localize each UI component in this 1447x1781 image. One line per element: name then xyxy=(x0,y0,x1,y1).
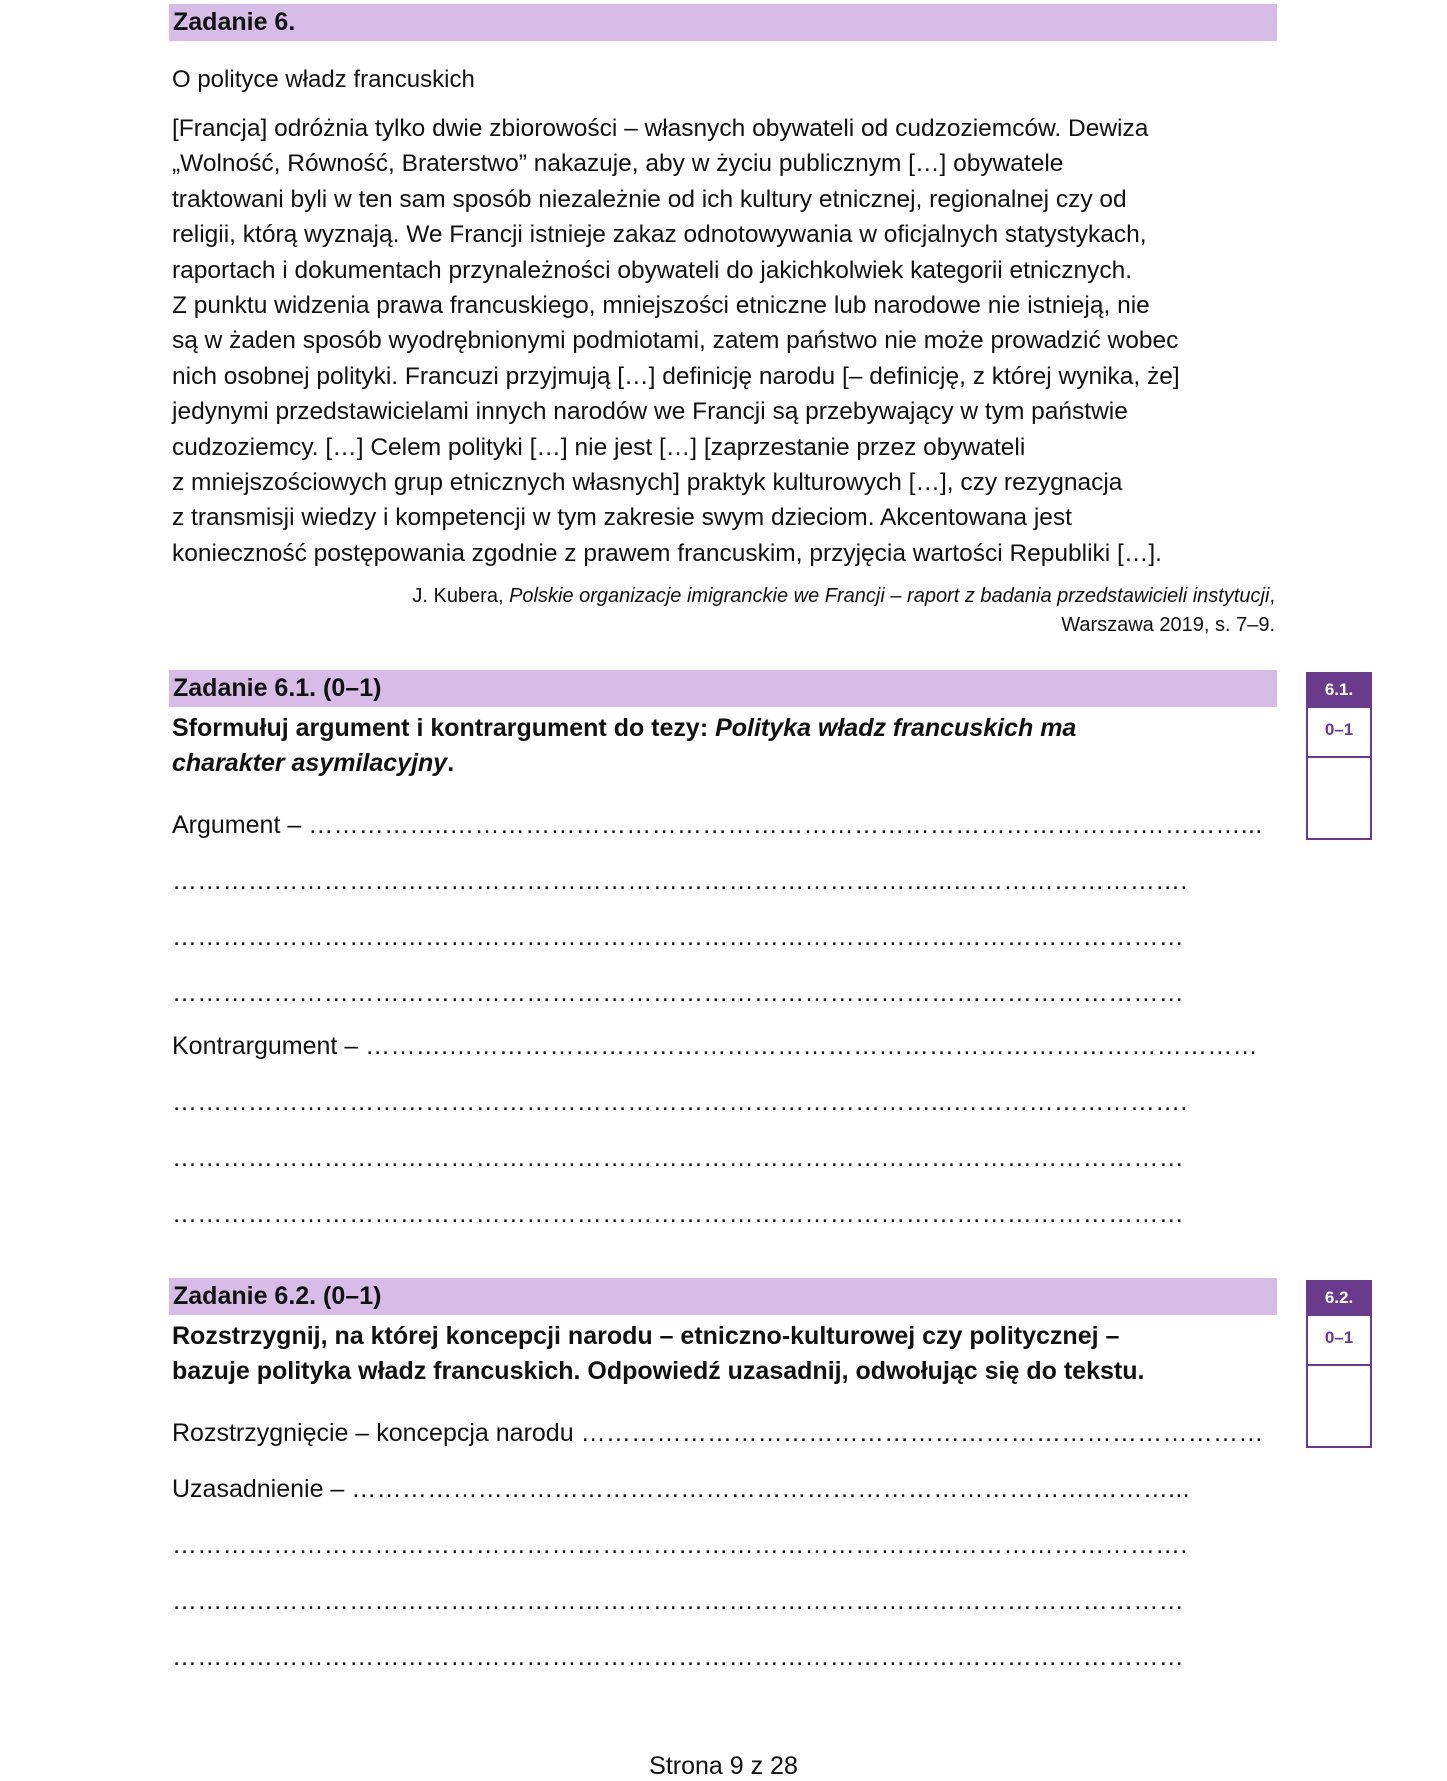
score-box-range: 0–1 xyxy=(1306,1316,1372,1366)
command-line: Rozstrzygnij, na której koncepcji narodu – etniczno-kulturowej czy politycznej – xyxy=(172,1322,1120,1350)
source-line: „Wolność, Równość, Braterstwo” nakazuje, aby w życiu publicznym […] obywatele xyxy=(172,150,1064,178)
task-6-1-header: Zadanie 6.1. (0–1) xyxy=(169,670,1277,707)
citation-place-year: Warszawa 2019, s. 7–9. xyxy=(1061,614,1275,636)
score-box-number: 6.1. xyxy=(1306,672,1372,708)
answer-line[interactable]: ………………………………………………………………………………………………………… xyxy=(172,1643,1184,1671)
citation-work: Polskie organizacje imigranckie we Francji – raport z badania przedstawicieli instytucji xyxy=(509,585,1270,607)
score-box-6-1 xyxy=(1306,672,1372,840)
source-line: religii, którą wyznają. We Francji istnieje zakaz odnotowywania w oficjalnych statystykach, xyxy=(172,221,1147,249)
source-line: są w żaden sposób wyodrębnionymi podmiotami, zatem państwo nie może prowadzić wobec xyxy=(172,327,1179,355)
score-box-blank[interactable] xyxy=(1306,758,1372,840)
source-line: raportach i dokumentach przynależności obywateli do jakichkolwiek kategorii etnicznych. xyxy=(172,256,1133,284)
citation-author: J. Kubera, xyxy=(412,585,504,607)
argument-label: Argument – xyxy=(172,811,309,839)
command-period: . xyxy=(447,749,455,777)
source-line: jedynymi przedstawicielami innych narodów we Francji są przebywający w tym państwie xyxy=(172,398,1128,426)
score-box-6-2 xyxy=(1306,1280,1372,1448)
score-box-blank[interactable] xyxy=(1306,1366,1372,1448)
justification-label: Uzasadnienie – xyxy=(172,1475,352,1503)
source-line: z transmisji wiedzy i kompetencji w tym zakresie swym dzieciom. Akcentowana jest xyxy=(172,504,1072,532)
decision-answer-line[interactable]: Rozstrzygnięcie – koncepcja narodu ……………………………………………………………………… xyxy=(172,1419,1264,1447)
source-line: cudzoziemcy. […] Celem polityki […] nie jest […] [zaprzestanie przez obywateli xyxy=(172,433,1026,461)
source-line: traktowani byli w ten sam sposób niezależnie od ich kultury etnicznej, regionalnej czy od xyxy=(172,185,1127,213)
counterargument-label: Kontrargument – xyxy=(172,1032,366,1060)
score-box-number: 6.2. xyxy=(1306,1280,1372,1316)
command-line: bazuje polityka władz francuskich. Odpowiedź uzasadnij, odwołując się do tekstu. xyxy=(172,1357,1145,1385)
source-text xyxy=(172,111,1284,571)
command-thesis-end: charakter asymilacyjny xyxy=(172,749,448,777)
source-citation: J. Kubera, Polskie organizacje imigranckie we Francji – raport z badania przedstawicieli instytucji, Warszawa 2019, s. 7–9. xyxy=(172,582,1275,640)
source-line: z mniejszościowych grup etnicznych własnych] praktyk kulturowych […], czy rezygnacja xyxy=(172,469,1123,497)
answer-line[interactable]: ………………………………………………………………………………...………………………. xyxy=(172,1088,1188,1116)
page-number: Strona 9 z 28 xyxy=(649,1752,798,1780)
answer-line[interactable]: ………………………………………………………………………………………………………… xyxy=(172,1200,1184,1228)
source-title: O polityce władz francuskich xyxy=(172,66,475,93)
task-6-2-command xyxy=(172,1319,1277,1389)
task-6-header: Zadanie 6. xyxy=(169,4,1277,41)
answer-line[interactable]: ………………………………………………………………………………………………………… xyxy=(172,923,1184,951)
task-6-2-header: Zadanie 6.2. (0–1) xyxy=(169,1278,1277,1315)
counterargument-answer-line[interactable]: Kontrargument – ……….…………………………………………………………………………………… xyxy=(172,1032,1258,1060)
source-line: Z punktu widzenia prawa francuskiego, mniejszości etniczne lub narodowe nie istnieją, nie xyxy=(172,292,1150,320)
source-line: nich osobnej polityki. Francuzi przyjmują […] definicję narodu [– definicję, z której wynika, że] xyxy=(172,362,1180,390)
source-line: konieczność postępowania zgodnie z prawem francuskim, przyjęcia wartości Republiki […]. xyxy=(172,539,1162,567)
source-line: [Francja] odróżnia tylko dwie zbiorowości – własnych obywateli od cudzoziemców. Dewiza xyxy=(172,115,1149,142)
answer-line[interactable]: ………………………………………………………………………………………………………… xyxy=(172,979,1184,1007)
decision-label: Rozstrzygnięcie – koncepcja narodu xyxy=(172,1419,581,1447)
score-box-range: 0–1 xyxy=(1306,708,1372,758)
answer-line[interactable]: ………………………………………………………………………………...………………………. xyxy=(172,867,1188,895)
argument-answer-line[interactable]: Argument – ……………..……………………………………………………………………….…………... xyxy=(172,811,1263,839)
command-thesis: Polityka władz francuskich ma xyxy=(715,714,1077,742)
justification-answer-line[interactable]: Uzasadnienie – …………………………………………………………………………….………... xyxy=(172,1475,1190,1503)
command-text: Sformułuj argument i kontrargument do tezy: xyxy=(172,714,716,742)
answer-line[interactable]: ………………………………………………………………………………...………………………. xyxy=(172,1531,1188,1559)
answer-line[interactable]: ………………………………………………………………………………………………………… xyxy=(172,1144,1184,1172)
task-6-1-command xyxy=(172,711,1277,781)
answer-line[interactable]: ………………………………………………………………………………………………………… xyxy=(172,1587,1184,1615)
